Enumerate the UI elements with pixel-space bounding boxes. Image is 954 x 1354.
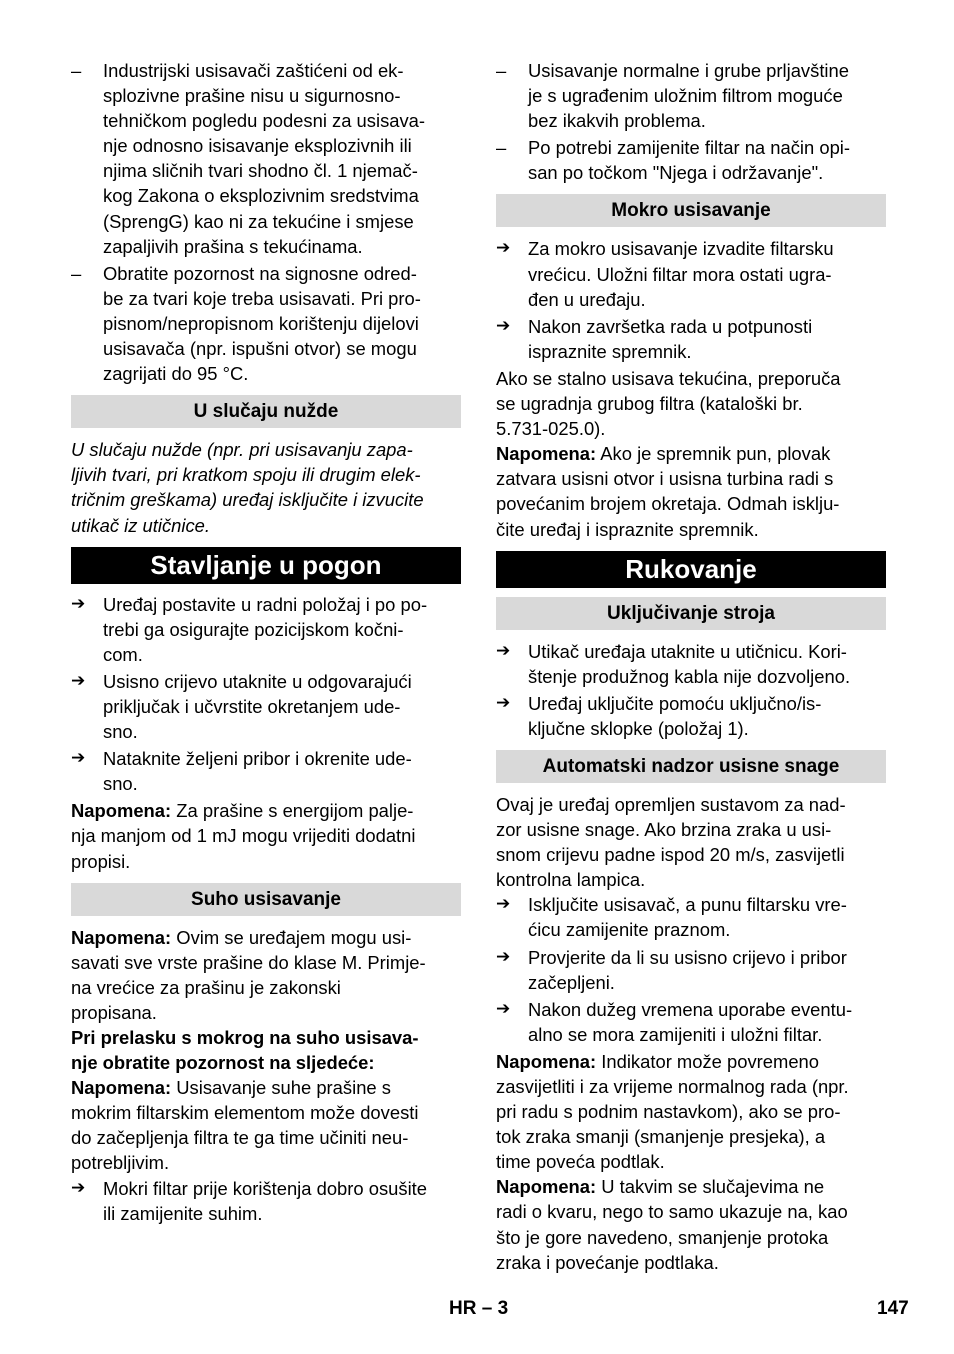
- section-heading-switch-on: Uključivanje stroja: [496, 597, 886, 630]
- text-line: zatvara usisni otvor i usisna turbina radi s: [496, 468, 834, 490]
- text-line: njima sličnih tvari shodno čl. 1 njemač-: [103, 160, 418, 182]
- text-line: ljivih tvari, pri kratkom spoju ili drugim elek-: [71, 464, 421, 486]
- section-heading-auto-monitor: Automatski nadzor usisne snage: [496, 750, 886, 783]
- text-line: mokrim filtarskim elementom može dovesti: [71, 1102, 419, 1124]
- page-number: 147: [877, 1298, 909, 1319]
- dash-mark: –: [71, 262, 82, 284]
- text-line: utikač iz utičnice.: [71, 514, 211, 536]
- text-line: sno.: [103, 773, 138, 795]
- text-line: ili zamijenite suhim.: [103, 1202, 263, 1224]
- dash-mark: –: [71, 60, 82, 81]
- text-line: Utikač uređaja utaknite u utičnicu. Kori-: [528, 640, 847, 662]
- text-line: zor usisne snage. Ako brzina zraka u usi-: [496, 819, 832, 841]
- text-line: Usisno crijevo utaknite u odgovarajući: [103, 670, 412, 692]
- text-line: com.: [103, 643, 143, 665]
- emergency-paragraph: [71, 437, 461, 537]
- text-line: sno.: [103, 721, 138, 743]
- note-paragraph: [496, 1049, 886, 1174]
- section-heading-wet: Mokro usisavanje: [496, 194, 886, 227]
- arrow-icon: ➔: [496, 640, 511, 661]
- text-line: trebi ga osigurajte pozicijskom kočni-: [103, 618, 404, 640]
- text-line: [496, 441, 886, 466]
- dash-item: [496, 58, 886, 133]
- note-paragraph: [71, 798, 461, 873]
- text-line: radi o kvaru, nego to samo ukazuje na, kao: [496, 1201, 848, 1223]
- text-line: [71, 1075, 461, 1100]
- arrow-item: [71, 1176, 461, 1226]
- text-line: (SprengG) kao ni za tekućine i smjese: [103, 210, 414, 232]
- arrow-item: [71, 669, 461, 744]
- text-line: splozivne prašine nisu u sigurnosno-: [103, 85, 401, 107]
- text-line: usisavača (npr. ispušni otvor) se mogu: [103, 338, 417, 360]
- text-line: san po točkom "Njega i održavanje".: [528, 162, 824, 184]
- text-line: Pri prelasku s mokrog na suho usisava-: [71, 1027, 419, 1048]
- text-line: [496, 1049, 886, 1074]
- dash-mark: –: [496, 60, 507, 81]
- note-paragraph: [71, 925, 461, 1025]
- text-line: [71, 798, 461, 823]
- arrow-icon: ➔: [496, 894, 511, 915]
- text-line: ključne sklopke (položaj 1).: [528, 717, 749, 739]
- text-line: kog Zakona o eksplozivnim sredstvima: [103, 185, 419, 207]
- text-line: na vrećice za prašinu je zakonski: [71, 976, 341, 998]
- text-line: zraka i povećanje podtlaka.: [496, 1251, 719, 1273]
- text-line: začepljeni.: [528, 971, 615, 993]
- arrow-item: [496, 236, 886, 311]
- text-line: U slučaju nužde (npr. pri usisavanju zapa-: [71, 439, 413, 461]
- text-line: Nataknite željeni pribor i okrenite ude-: [103, 748, 412, 770]
- text-line: ispraznite spremnik.: [528, 340, 692, 362]
- text-line: propisana.: [71, 1001, 157, 1023]
- text-line: povećanim brojem okretaja. Odmah isklju-: [496, 493, 840, 515]
- text-line: što je gore navedeno, smanjenje protoka: [496, 1226, 829, 1248]
- text-line: be za tvari koje treba usisavati. Pri pro-: [103, 287, 421, 309]
- note-text: Indikator može povremeno: [601, 1050, 820, 1072]
- text-line: pri radu s podnim nastavkom), ako se pro-: [496, 1101, 841, 1123]
- paragraph: [496, 366, 886, 441]
- text-line: alno se mora zamijeniti i uložni filtar.: [528, 1023, 823, 1045]
- arrow-icon: ➔: [71, 748, 86, 769]
- arrow-item: [71, 746, 461, 796]
- text-line: propisi.: [71, 850, 131, 872]
- note-label: Napomena:: [496, 1176, 597, 1198]
- text-line: tričnim greškama) uređaj isključite i izvucite: [71, 489, 424, 511]
- note-label: Napomena:: [71, 800, 172, 822]
- dash-item: [71, 261, 461, 386]
- note-text: Za prašine s energijom palje-: [176, 800, 414, 822]
- text-line: pisnom/nepropisnom korištenju dijelovi: [103, 312, 419, 334]
- arrow-item: [496, 314, 886, 364]
- chapter-heading-startup: Stavljanje u pogon: [71, 547, 461, 584]
- text-line: Uređaj postavite u radni položaj i po po-: [103, 593, 428, 615]
- note-label: Napomena:: [496, 443, 597, 465]
- right-column: [496, 58, 886, 1275]
- arrow-icon: ➔: [71, 593, 86, 614]
- dash-item: [496, 135, 886, 185]
- text-line: snom crijevu padne ispod 20 m/s, zasvijetli: [496, 844, 845, 866]
- text-line: se ugradnja grubog filtra (kataloški br.: [496, 393, 803, 415]
- text-line: Obratite pozornost na signosne odred-: [103, 262, 417, 284]
- text-line: savati sve vrste prašine do klase M. Primje-: [71, 951, 426, 973]
- dash-mark: –: [496, 137, 507, 159]
- arrow-icon: ➔: [496, 238, 511, 259]
- note-text: Usisavanje suhe prašine s: [176, 1077, 391, 1099]
- text-line: zasvijetliti i za vrijeme normalnog rada (npr.: [496, 1076, 849, 1097]
- text-line: Uređaj uključite pomoću uključno/is-: [528, 692, 822, 714]
- note-label: Napomena:: [496, 1050, 597, 1072]
- text-line: đen u uređaju.: [528, 288, 646, 310]
- arrow-item: [71, 592, 461, 667]
- text-line: je s ugrađenim uložnim filtrom moguće: [528, 85, 843, 107]
- bold-paragraph: [71, 1025, 461, 1075]
- dash-item: [71, 58, 461, 259]
- arrow-item: [496, 639, 886, 689]
- text-line: zapaljivih prašina s tekućinama.: [103, 235, 363, 257]
- section-heading-emergency: U slučaju nužde: [71, 395, 461, 428]
- text-line: nje odnosno isisavanje eksplozivnih ili: [103, 135, 412, 157]
- chapter-heading-operation: Rukovanje: [496, 551, 886, 588]
- note-paragraph: [496, 1174, 886, 1274]
- arrow-icon: ➔: [496, 315, 511, 336]
- text-line: Mokri filtar prije korištenja dobro osušite: [103, 1177, 428, 1199]
- note-text: Ovim se uređajem mogu usi-: [176, 926, 412, 948]
- footer-section-label: HR – 3: [449, 1298, 509, 1319]
- text-line: Nakon završetka rada u potpunosti: [528, 315, 813, 337]
- text-line: Po potrebi zamijenite filtar na način opi-: [528, 137, 851, 159]
- text-line: čite uređaj i ispraznite spremnik.: [496, 518, 759, 540]
- note-label: Napomena:: [71, 1077, 172, 1099]
- note-text: Ako je spremnik pun, plovak: [600, 443, 831, 465]
- arrow-item: [496, 691, 886, 741]
- paragraph: [103, 58, 461, 259]
- arrow-item: [496, 997, 886, 1047]
- text-line: vrećicu. Uložni filtar mora ostati ugra-: [528, 263, 832, 285]
- text-line: Ovaj je uređaj opremljen sustavom za nad-: [496, 793, 846, 815]
- text-line: 5.731-025.0).: [496, 418, 606, 440]
- paragraph: [496, 792, 886, 892]
- text-line: priključak i učvrstite okretanjem ude-: [103, 695, 401, 717]
- text-line: Za mokro usisavanje izvadite filtarsku: [528, 238, 834, 260]
- text-line: ćicu zamijenite praznom.: [528, 919, 731, 941]
- text-line: nje obratite pozornost na sljedeće:: [71, 1052, 375, 1074]
- text-line: Nakon dužeg vremena uporabe eventu-: [528, 998, 853, 1020]
- text-line: [71, 925, 461, 950]
- text-line: potrebljivim.: [71, 1152, 170, 1174]
- text-line: kontrolna lampica.: [496, 869, 646, 891]
- text-line: tehničkom pogledu podesni za usisava-: [103, 110, 426, 132]
- text-line: tok zraka smanji (smanjenje presjeka), a: [496, 1126, 826, 1148]
- arrow-item: [496, 945, 886, 995]
- text-line: do začepljenja filtra te ga time učiniti neu-: [71, 1127, 409, 1149]
- arrow-icon: ➔: [496, 946, 511, 967]
- text-line: bez ikakvih problema.: [528, 110, 706, 132]
- paragraph: [103, 261, 461, 386]
- arrow-item: [496, 892, 886, 942]
- arrow-icon: ➔: [496, 998, 511, 1019]
- note-paragraph: [71, 1075, 461, 1175]
- note-text: U takvim se slučajevima ne: [601, 1176, 825, 1198]
- text-line: štenje produžnog kabla nije dozvoljeno.: [528, 665, 851, 687]
- text-line: Usisavanje normalne i grube prljavštine: [528, 60, 849, 81]
- text-line: nja manjom od 1 mJ mogu vrijediti dodatni: [71, 825, 416, 847]
- text-line: zagrijati do 95 °C.: [103, 363, 249, 385]
- text-line: [496, 1174, 886, 1199]
- text-line: Provjerite da li su usisno crijevo i pribor: [528, 946, 847, 968]
- text-line: time poveća podtlak.: [496, 1151, 665, 1173]
- section-heading-dry: Suho usisavanje: [71, 883, 461, 916]
- note-label: Napomena:: [71, 926, 172, 948]
- text-line: Industrijski usisavači zaštićeni od ek-: [103, 60, 404, 81]
- left-column: [71, 58, 461, 1228]
- arrow-icon: ➔: [71, 1177, 86, 1198]
- text-line: Isključite usisavač, a punu filtarsku vre-: [528, 894, 847, 916]
- text-line: Ako se stalno usisava tekućina, preporuča: [496, 367, 841, 389]
- arrow-icon: ➔: [496, 692, 511, 713]
- note-paragraph: [496, 441, 886, 541]
- arrow-icon: ➔: [71, 670, 86, 691]
